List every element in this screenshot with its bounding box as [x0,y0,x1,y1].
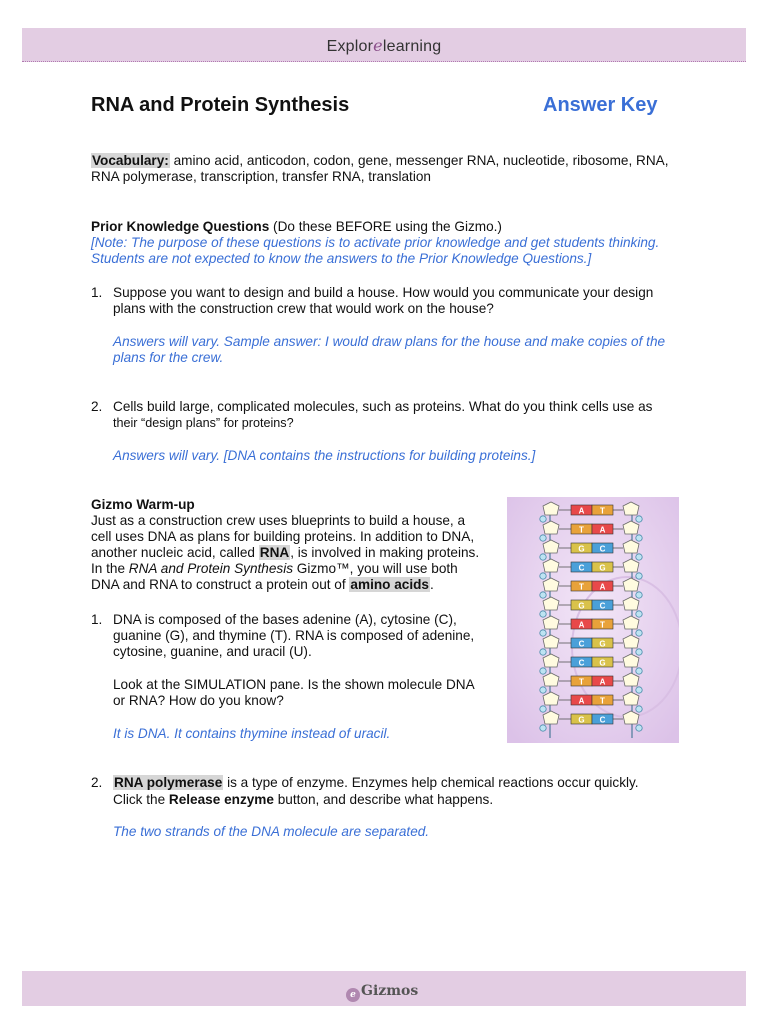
prior-heading-bold: Prior Knowledge Questions [91,219,270,234]
left-phosphate [540,573,546,579]
warmup-line-4 [91,561,458,578]
prior-q2-line-2: their “design plans” for proteins? [113,416,294,430]
left-base-label: G [578,544,585,554]
prior-q1-line-2: plans with the construction crew that would work on the house? [113,301,494,316]
right-base-label: A [599,525,606,535]
amino-acids-highlight: amino acids [350,577,429,592]
warmup-q2-line-2 [113,792,493,809]
right-base-label: T [600,506,605,516]
vocabulary-label: Vocabulary: [92,153,169,168]
prior-q2-line-1: Cells build large, complicated molecules, such as proteins. What do you think cells use as [113,399,653,414]
warmup-line-5-a: DNA and RNA to construct a protein out of [91,577,350,592]
right-phosphate [636,725,642,731]
right-base-label: G [599,658,606,668]
left-base-label: T [579,525,584,535]
right-phosphate [636,516,642,522]
warmup-q2-number: 2. [91,775,103,790]
left-base-label: C [578,658,585,668]
left-phosphate [540,630,546,636]
warmup-q2-line-1-rest: is a type of enzyme. Enzymes help chemical reactions occur quickly. [223,775,639,790]
right-phosphate [636,554,642,560]
left-base-label: G [578,601,585,611]
warmup-q1-line-3: cytosine, guanine, and uracil (U). [113,644,312,659]
warmup-line-3 [91,545,479,562]
left-base-label: T [579,677,584,687]
left-phosphate [540,668,546,674]
gizmos-badge-icon: e [346,988,360,1002]
left-base-label: G [578,715,585,725]
left-phosphate [540,725,546,731]
prior-note-2: Students are not expected to know the answers to the Prior Knowledge Questions.] [91,251,592,266]
right-base-label: C [599,544,606,554]
rna-polymerase-highlight: RNA polymerase [114,775,223,790]
answer-key-label: Answer Key [543,94,658,116]
vocabulary-terms-2: RNA polymerase, transcription, transfer RNA, translation [91,169,431,184]
prior-q2-number: 2. [91,399,103,414]
left-base-label: A [578,506,585,516]
brand-suffix: learning [382,38,442,55]
warmup-q2-line-2-c: button, and describe what happens. [273,792,494,807]
right-base-label: A [599,582,606,592]
left-phosphate [540,535,546,541]
right-base-label: A [599,677,606,687]
left-base-label: C [578,639,585,649]
gizmo-name: RNA and Protein Synthesis [128,561,294,576]
left-phosphate [540,706,546,712]
brand-swirl: e [373,36,383,55]
right-base-label: G [599,563,606,573]
warmup-a2: The two strands of the DNA molecule are separated. [113,824,430,839]
prior-knowledge-heading [91,219,502,236]
warmup-line-3-b: , is involved in making proteins. [290,545,480,560]
right-phosphate [636,592,642,598]
warmup-line-5 [91,577,434,594]
warmup-line-2: cell uses DNA as plans for building proteins. In addition to DNA, [91,529,475,544]
prior-a1-line-2: plans for the crew. [113,350,224,365]
left-phosphate [540,554,546,560]
page-title: RNA and Protein Synthesis [91,94,350,116]
warmup-q1b-line-2: or RNA? How do you know? [113,693,284,708]
warmup-q1-line-2: guanine (G), and thymine (T). RNA is composed of adenine, [113,628,475,643]
left-phosphate [540,687,546,693]
brand-prefix: Explor [326,38,374,55]
right-phosphate [636,611,642,617]
prior-note-1: [Note: The purpose of these questions is to activate prior knowledge and get students thinking. [91,235,660,250]
left-base-label: T [579,582,584,592]
left-base-label: A [578,696,585,706]
warmup-q2-line-1 [113,775,639,792]
left-base-label: A [578,620,585,630]
warmup-q2-line-2-a: Click the [113,792,169,807]
right-phosphate [636,535,642,541]
release-enzyme-label: Release enzyme [168,792,274,807]
right-phosphate [636,649,642,655]
gizmos-brand: Gizmos [361,983,419,999]
dna-simulation-image [507,497,679,743]
right-base-label: T [600,620,605,630]
vocabulary-terms-1: amino acid, anticodon, codon, gene, messenger RNA, nucleotide, ribosome, RNA, [169,153,669,168]
prior-a1-line-1: Answers will vary. Sample answer: I would draw plans for the house and make copies of the [113,334,666,349]
right-base-label: C [599,715,606,725]
warmup-q1-line-1: DNA is composed of the bases adenine (A), cytosine (C), [113,612,457,627]
prior-q1-number: 1. [91,285,103,300]
right-phosphate [636,630,642,636]
right-base-label: G [599,639,606,649]
right-base-label: C [599,601,606,611]
prior-a2: Answers will vary. [DNA contains the instructions for building proteins.] [113,448,536,463]
warmup-line-4-a: In the [91,561,129,576]
dna-molecule-graphic [507,497,679,743]
explorelearning-header [22,28,746,62]
left-phosphate [540,592,546,598]
warmup-q1b-line-1: Look at the SIMULATION pane. Is the shown molecule DNA [113,677,475,692]
left-phosphate [540,611,546,617]
warmup-heading: Gizmo Warm-up [91,497,195,512]
warmup-a1: It is DNA. It contains thymine instead of uracil. [113,726,391,741]
warmup-line-4-b: Gizmo™, you will use both [293,561,458,576]
left-base-label: C [578,563,585,573]
right-base-label: T [600,696,605,706]
right-phosphate [636,573,642,579]
warmup-line-1: Just as a construction crew uses blueprints to build a house, a [91,513,466,528]
right-phosphate [636,668,642,674]
prior-q1-line-1: Suppose you want to design and build a house. How would you communicate your design [113,285,654,300]
gizmos-logo [346,983,418,1002]
left-phosphate [540,649,546,655]
right-phosphate [636,706,642,712]
right-phosphate [636,687,642,693]
warmup-q1-number: 1. [91,612,103,627]
warmup-line-3-a: another nucleic acid, called [91,545,259,560]
prior-heading-note: (Do these BEFORE using the Gizmo.) [269,219,502,234]
rna-highlight: RNA [259,545,290,560]
left-phosphate [540,516,546,522]
vocabulary-line-1 [91,153,669,170]
warmup-line-5-b: . [430,577,434,592]
